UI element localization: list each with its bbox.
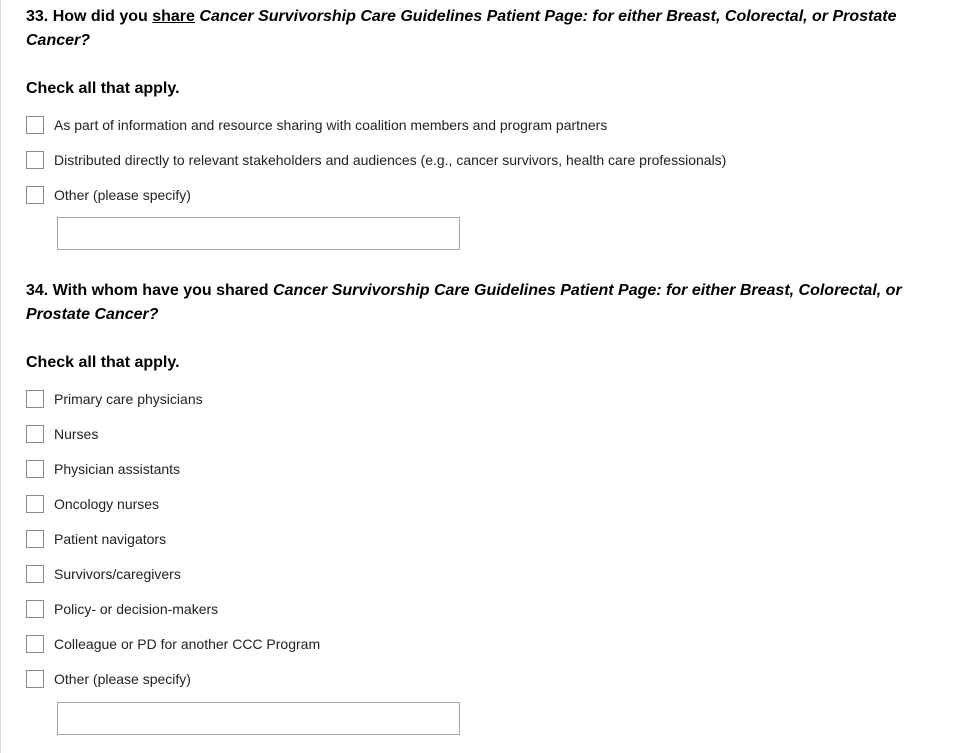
option-primary-care-physicians[interactable]: [26, 381, 320, 416]
option-label: Patient navigators: [54, 530, 167, 547]
checkbox[interactable]: [26, 186, 44, 204]
question-33-instruction: Check all that apply.: [26, 80, 180, 97]
question-34-title-prefix: 34. With whom have you shared: [26, 282, 274, 299]
option-patient-navigators[interactable]: [26, 521, 320, 556]
option-label: Colleague or PD for another CCC Program: [54, 635, 321, 652]
option-ccc-colleague[interactable]: [26, 626, 320, 661]
option-label: Distributed directly to relevant stakeholders and audiences (e.g., cancer survivors, health care professionals): [54, 151, 727, 168]
checkbox[interactable]: [26, 116, 44, 134]
page-left-border: [0, 0, 1, 753]
question-33-title: [26, 5, 926, 53]
option-distributed-directly[interactable]: [26, 142, 726, 177]
question-33-other-input[interactable]: [57, 217, 460, 250]
checkbox[interactable]: [26, 151, 44, 169]
option-nurses[interactable]: [26, 416, 320, 451]
question-33-title-prefix: 33. How did you: [26, 8, 153, 25]
option-oncology-nurses[interactable]: [26, 486, 320, 521]
option-label: Policy- or decision-makers: [54, 600, 219, 617]
checkbox[interactable]: [26, 460, 44, 478]
option-policy-makers[interactable]: [26, 591, 320, 626]
checkbox[interactable]: [26, 390, 44, 408]
option-label: Nurses: [54, 425, 99, 442]
option-label: Primary care physicians: [54, 390, 203, 407]
option-other[interactable]: [26, 661, 320, 696]
checkbox[interactable]: [26, 425, 44, 443]
question-34-title-italic: Cancer Survivorship Care Guidelines Patient Page: for either Breast, Colorectal, or Prostate Cancer?: [26, 282, 902, 323]
option-physician-assistants[interactable]: [26, 451, 320, 486]
option-label: Survivors/caregivers: [54, 565, 181, 582]
option-label: Physician assistants: [54, 460, 181, 477]
option-label: Other (please specify): [54, 186, 191, 203]
option-label: Other (please specify): [54, 670, 191, 687]
question-33-title-italic: Cancer Survivorship Care Guidelines Patient Page: for either Breast, Colorectal, or Prostate Cancer?: [26, 8, 897, 49]
option-survivors-caregivers[interactable]: [26, 556, 320, 591]
question-33-options: [26, 107, 726, 212]
checkbox[interactable]: [26, 565, 44, 583]
question-34: [26, 279, 926, 749]
question-33-title-underlined: share: [152, 8, 195, 25]
question-34-title: [26, 279, 926, 327]
checkbox[interactable]: [26, 600, 44, 618]
checkbox[interactable]: [26, 670, 44, 688]
option-label: As part of information and resource sharing with coalition members and program partners: [54, 116, 608, 133]
question-34-other-input[interactable]: [57, 702, 460, 735]
question-33: [26, 5, 926, 255]
option-resource-sharing[interactable]: [26, 107, 726, 142]
checkbox[interactable]: [26, 635, 44, 653]
question-34-instruction: Check all that apply.: [26, 354, 180, 371]
option-label: Oncology nurses: [54, 495, 160, 512]
checkbox[interactable]: [26, 530, 44, 548]
option-other[interactable]: [26, 177, 726, 212]
question-34-options: [26, 381, 320, 696]
checkbox[interactable]: [26, 495, 44, 513]
